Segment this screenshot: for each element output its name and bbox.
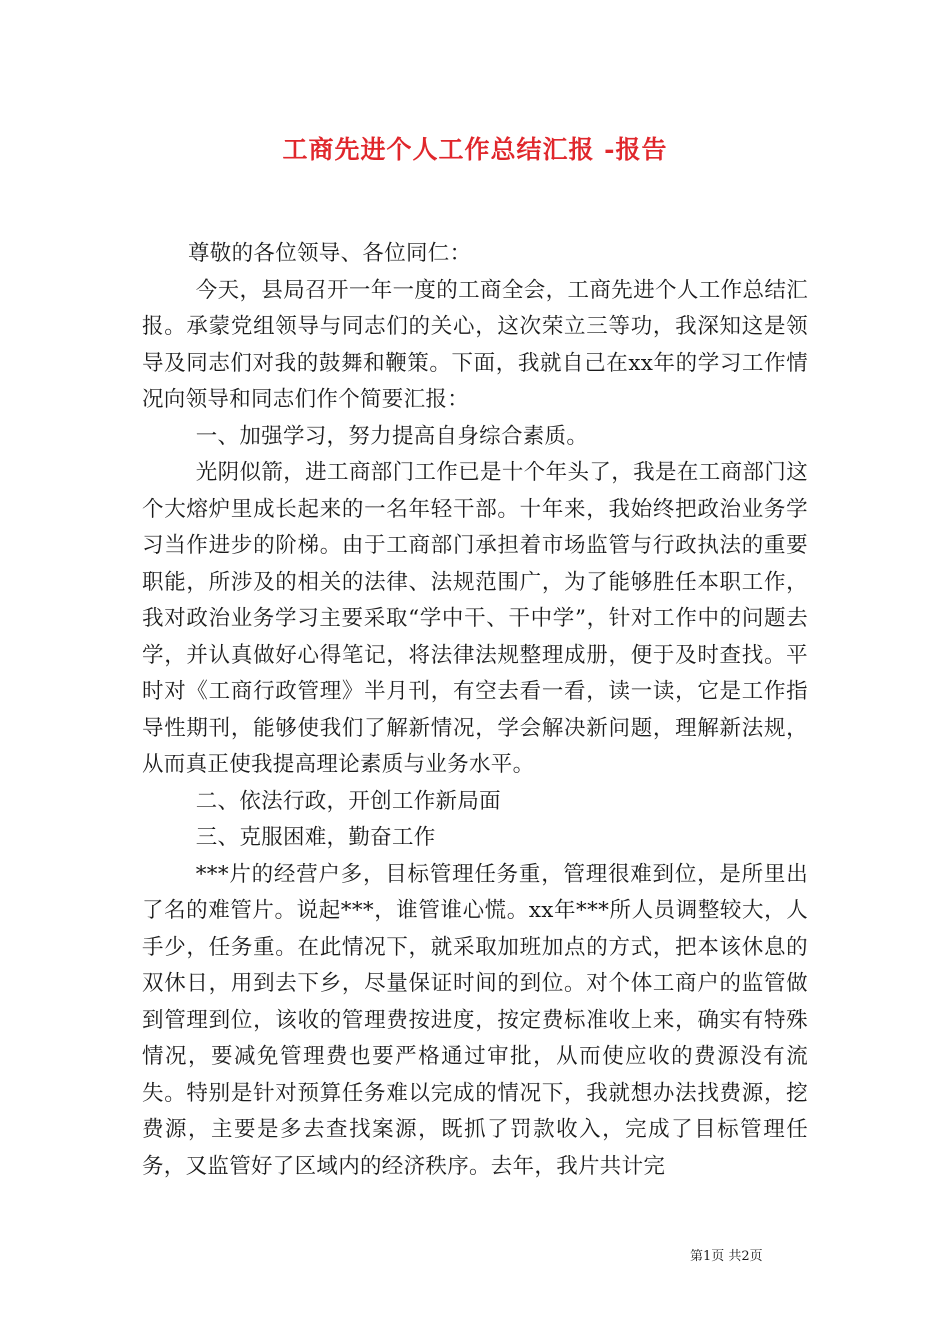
- page-number: 第1页 共2页: [690, 1249, 763, 1264]
- document-title: 工商先进个人工作总结汇报 -报告: [282, 135, 668, 164]
- section-heading-1: 一、加强学习，努力提高自身综合素质。: [195, 423, 589, 449]
- salutation: 尊敬的各位领导、各位同仁：: [188, 241, 472, 266]
- document-body: [142, 236, 808, 1185]
- paragraph-study: 光阴似箭，进工商部门工作已是十个年头了，我是在工商部门这个大熔炉里成长起来的一名年轻干部。十年来，我始终把政治业务学习当作进步的阶梯。由于工商部门承担着市场监管与行政执法的重要职能，所涉及的相关的法律、法规范围广，为了能够胜任本职工作，我对政治业务学习主要采取“学中干、干中学”，针对工作中的问题去学，并认真做好心得笔记，将法律法规整理成册，便于及时查找。平时对《工商行政管理》半月刊，有空去看一看，读一读，它是工作指导性期刊，能够使我们了解新情况，学会解决新问题，理解新法规，从而真正使我提高理论素质与业务水平。: [142, 460, 808, 777]
- paragraph-work: ***片的经营户多，目标管理任务重，管理很难到位，是所里出了名的难管片。说起***，谁管谁心慌。xx年***所人员调整较大，人手少，任务重。在此情况下，就采取加班加点的方式，把本该休息的双休日，用到去下乡，尽量保证时间的到位。对个体工商户的监管做到管理到位，该收的管理费按进度，按定费标准收上来，确实有特殊情况，要减免管理费也要严格通过审批，从而使应收的费源没有流失。特别是针对预算任务难以完成的情况下，我就想办法找费源，挖费源，主要是多去查找案源，既抓了罚款收入，完成了目标管理任务，又监管好了区域内的经济秩序。去年，我片共计完: [142, 861, 808, 1179]
- section-heading-2: 二、依法行政，开创工作新局面: [195, 788, 501, 814]
- section-heading-3: 三、克服困难，勤奋工作: [195, 825, 436, 850]
- paragraph-intro: 今天，县局召开一年一度的工商全会，工商先进个人工作总结汇报。承蒙党组领导与同志们的关心，这次荣立三等功，我深知这是领导及同志们对我的鼓舞和鞭策。下面，我就自己在xx年的学习工作情况向领导和同志们作个简要汇报：: [142, 277, 808, 412]
